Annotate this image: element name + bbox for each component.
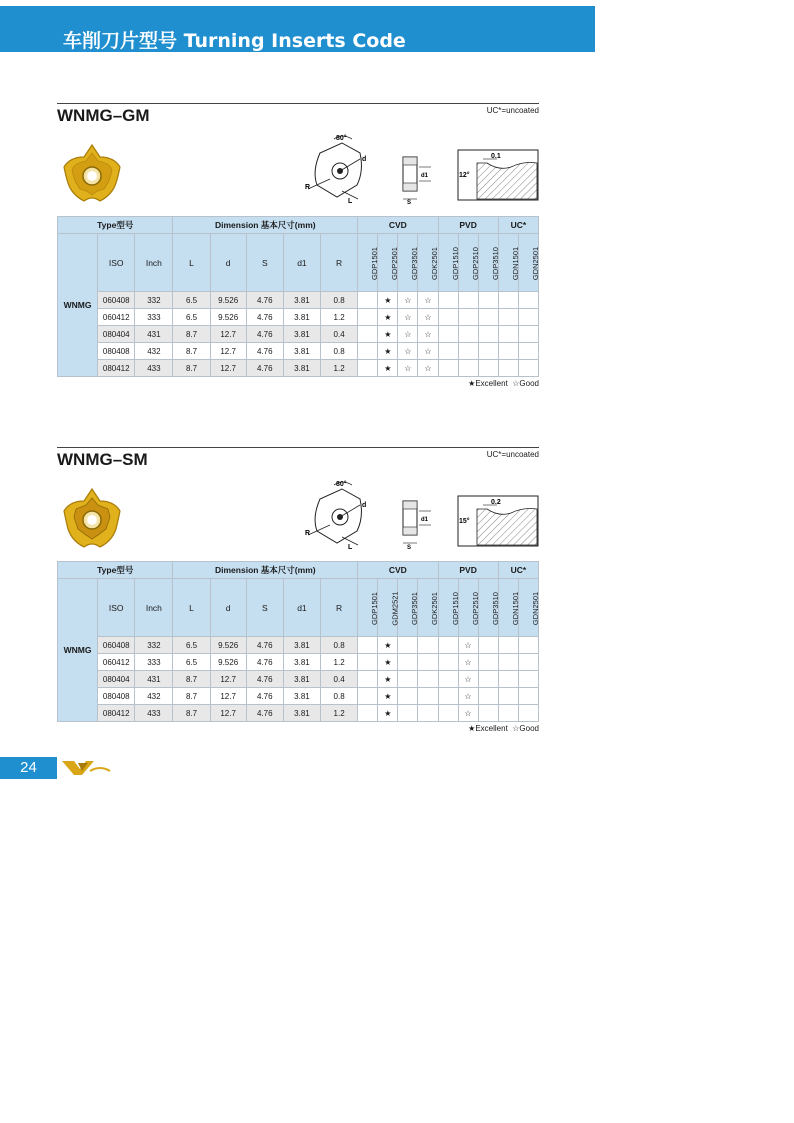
grade-mark (438, 705, 458, 722)
table-row (58, 292, 539, 309)
pvd-header: PVD (438, 217, 498, 234)
d1-cell: 3.81 (283, 309, 320, 326)
r-cell: 0.8 (321, 688, 358, 705)
edge-angle-label: 15° (459, 518, 470, 525)
s-cell: 4.76 (246, 343, 283, 360)
grade-mark (478, 654, 498, 671)
grade-mark (358, 360, 378, 377)
thickness-diagram (397, 153, 437, 205)
insert-dimension-diagram (302, 479, 372, 551)
table-row (58, 688, 539, 705)
grade-mark (358, 654, 378, 671)
section-divider (57, 103, 539, 104)
grade-mark (458, 292, 478, 309)
table-row (58, 343, 539, 360)
l-cell: 8.7 (173, 343, 210, 360)
grade-name: GDP2510 (470, 591, 480, 625)
grade-mark: ☆ (398, 326, 418, 343)
grade-mark (498, 292, 518, 309)
grade-mark (518, 309, 538, 326)
grade-header (438, 579, 458, 637)
r-cell: 0.4 (321, 671, 358, 688)
d1-cell: 3.81 (283, 637, 320, 654)
iso-cell: 060412 (98, 309, 135, 326)
grade-mark (478, 292, 498, 309)
grade-header (478, 579, 498, 637)
grade-mark (418, 688, 438, 705)
iso-cell: 080408 (98, 343, 135, 360)
grade-mark: ☆ (398, 360, 418, 377)
grade-mark: ☆ (418, 326, 438, 343)
grade-name: GDN2501 (531, 246, 541, 280)
d-cell: 12.7 (210, 326, 246, 343)
d1-cell: 3.81 (283, 671, 320, 688)
grade-mark (458, 326, 478, 343)
inch-cell: 332 (135, 637, 173, 654)
grade-mark (438, 688, 458, 705)
d-cell: 9.526 (210, 292, 246, 309)
uncoated-note: UC*=uncoated (486, 106, 539, 115)
grade-mark (358, 705, 378, 722)
d1-label: d1 (421, 173, 429, 179)
d-cell: 12.7 (210, 360, 246, 377)
grade-name: GDN2501 (531, 591, 541, 625)
grade-name: GDP2501 (390, 246, 400, 280)
grade-mark: ☆ (398, 292, 418, 309)
grade-mark: ☆ (458, 654, 478, 671)
section-divider (57, 447, 539, 448)
insert-dimension-diagram (302, 133, 372, 205)
r-label: R (305, 530, 311, 537)
grade-name: GDP1501 (370, 591, 380, 625)
d1-cell: 3.81 (283, 688, 320, 705)
grade-name: GDP3510 (490, 246, 500, 280)
brand-logo (60, 757, 112, 779)
type-cell: WNMG (58, 234, 98, 377)
grade-name: GDP1510 (450, 246, 460, 280)
iso-cell: 080404 (98, 326, 135, 343)
inch-cell: 332 (135, 292, 173, 309)
grade-mark (438, 360, 458, 377)
col-header: S (246, 234, 283, 292)
l-cell: 6.5 (173, 637, 210, 654)
l-cell: 8.7 (173, 705, 210, 722)
table-row (58, 360, 539, 377)
grade-mark (498, 326, 518, 343)
cvd-header: CVD (358, 217, 438, 234)
grade-mark (498, 637, 518, 654)
col-header: Inch (135, 579, 173, 637)
grade-mark (358, 671, 378, 688)
grade-mark (518, 292, 538, 309)
section-title: WNMG–GM (57, 106, 150, 125)
grade-mark (438, 637, 458, 654)
grade-mark (518, 343, 538, 360)
grade-mark (438, 292, 458, 309)
legend-excellent: ★Excellent (468, 724, 508, 733)
grade-mark: ☆ (458, 705, 478, 722)
r-cell: 1.2 (321, 705, 358, 722)
grade-mark: ☆ (458, 637, 478, 654)
grade-mark (458, 360, 478, 377)
grade-mark: ☆ (458, 688, 478, 705)
grade-header (358, 579, 378, 637)
d1-cell: 3.81 (283, 705, 320, 722)
d1-cell: 3.81 (283, 292, 320, 309)
grade-name: GDM2521 (390, 590, 400, 626)
grade-mark: ★ (378, 343, 398, 360)
grade-mark: ★ (378, 705, 398, 722)
grade-mark (438, 309, 458, 326)
grade-mark: ☆ (418, 292, 438, 309)
d-cell: 9.526 (210, 654, 246, 671)
r-cell: 0.8 (321, 292, 358, 309)
grade-mark (518, 326, 538, 343)
grade-mark (478, 309, 498, 326)
s-cell: 4.76 (246, 309, 283, 326)
grade-mark (518, 705, 538, 722)
grade-header (498, 234, 518, 292)
dimension-header: Dimension 基本尺寸(mm) (173, 562, 358, 579)
grade-mark: ☆ (398, 309, 418, 326)
grade-name: GDP2510 (470, 246, 480, 280)
l-cell: 8.7 (173, 326, 210, 343)
grade-name: GDP1510 (450, 591, 460, 625)
grade-mark: ★ (378, 671, 398, 688)
grade-name: GDK2501 (430, 246, 440, 280)
page-number: 24 (0, 757, 57, 779)
uncoated-note: UC*=uncoated (486, 450, 539, 459)
s-cell: 4.76 (246, 326, 283, 343)
dimension-header: Dimension 基本尺寸(mm) (173, 217, 358, 234)
uc-header: UC* (498, 217, 538, 234)
grade-header (398, 579, 418, 637)
legend (468, 379, 539, 388)
d-cell: 12.7 (210, 688, 246, 705)
l-cell: 6.5 (173, 309, 210, 326)
d-cell: 12.7 (210, 343, 246, 360)
grade-header (418, 579, 438, 637)
grade-mark: ★ (378, 654, 398, 671)
grade-mark: ★ (378, 309, 398, 326)
grade-name: GDK2501 (430, 591, 440, 625)
angle-label: 80° (336, 135, 347, 142)
grade-mark (358, 292, 378, 309)
grade-mark: ★ (378, 360, 398, 377)
grade-header (518, 234, 541, 292)
iso-cell: 080412 (98, 705, 135, 722)
grade-mark (458, 343, 478, 360)
grade-name: GDN1501 (510, 591, 520, 625)
grade-mark (358, 343, 378, 360)
grade-mark: ☆ (418, 360, 438, 377)
grade-mark (478, 326, 498, 343)
grade-mark (398, 705, 418, 722)
grade-mark (518, 654, 538, 671)
col-header: ISO (98, 234, 135, 292)
grade-mark: ☆ (458, 671, 478, 688)
grade-mark (478, 360, 498, 377)
s-cell: 4.76 (246, 292, 283, 309)
grade-name: GDP3501 (410, 246, 420, 280)
s-cell: 4.76 (246, 688, 283, 705)
iso-cell: 060408 (98, 292, 135, 309)
d1-label: d1 (421, 517, 429, 523)
d-label: d (362, 156, 367, 163)
inch-cell: 431 (135, 326, 173, 343)
grade-header (358, 234, 378, 292)
section-wnmg-gm (57, 103, 539, 393)
grade-header (418, 234, 438, 292)
l-label: L (348, 198, 353, 205)
legend (468, 724, 539, 733)
grade-mark (498, 654, 518, 671)
grade-name: GDP3510 (490, 591, 500, 625)
l-cell: 8.7 (173, 688, 210, 705)
l-cell: 6.5 (173, 292, 210, 309)
s-cell: 4.76 (246, 671, 283, 688)
grade-mark: ☆ (418, 309, 438, 326)
grade-mark (498, 360, 518, 377)
r-cell: 1.2 (321, 654, 358, 671)
l-cell: 8.7 (173, 671, 210, 688)
angle-label: 80° (336, 481, 347, 488)
d1-cell: 3.81 (283, 343, 320, 360)
col-header: d1 (283, 579, 320, 637)
table-row (58, 705, 539, 722)
grade-mark (498, 343, 518, 360)
d1-cell: 3.81 (283, 326, 320, 343)
edge-width-label: 0.2 (491, 499, 501, 506)
grade-mark (398, 671, 418, 688)
inch-cell: 431 (135, 671, 173, 688)
page-header (0, 6, 595, 52)
grade-mark (358, 326, 378, 343)
grade-header (438, 234, 458, 292)
d-cell: 12.7 (210, 705, 246, 722)
grade-mark (418, 671, 438, 688)
iso-cell: 080412 (98, 360, 135, 377)
inch-cell: 333 (135, 654, 173, 671)
spec-table (57, 561, 539, 722)
thickness-diagram (397, 497, 437, 551)
grade-mark (498, 705, 518, 722)
grade-header (478, 234, 498, 292)
d-cell: 9.526 (210, 309, 246, 326)
l-label: L (348, 544, 353, 551)
type-header: Type型号 (58, 217, 173, 234)
type-cell: WNMG (58, 579, 98, 722)
r-label: R (305, 184, 311, 191)
inch-cell: 433 (135, 705, 173, 722)
grade-mark (478, 688, 498, 705)
grade-mark (518, 671, 538, 688)
inch-cell: 333 (135, 309, 173, 326)
l-cell: 6.5 (173, 654, 210, 671)
grade-mark (498, 671, 518, 688)
grade-mark (438, 671, 458, 688)
grade-header (458, 579, 478, 637)
grade-header (518, 579, 541, 637)
grade-mark (398, 637, 418, 654)
grade-mark (478, 705, 498, 722)
r-cell: 1.2 (321, 309, 358, 326)
legend-excellent: ★Excellent (468, 379, 508, 388)
page-title: 车削刀片型号 Turning Inserts Code (63, 30, 406, 52)
grade-mark (438, 654, 458, 671)
grade-header (378, 579, 398, 637)
s-label: S (407, 545, 412, 551)
edge-width-label: 0.1 (491, 153, 501, 160)
s-label: S (407, 200, 412, 205)
col-header: Inch (135, 234, 173, 292)
s-cell: 4.76 (246, 637, 283, 654)
inch-cell: 432 (135, 343, 173, 360)
grade-mark: ☆ (398, 343, 418, 360)
grade-mark (478, 637, 498, 654)
iso-cell: 080408 (98, 688, 135, 705)
edge-angle-label: 12° (459, 172, 470, 179)
grade-mark: ★ (378, 326, 398, 343)
r-cell: 0.8 (321, 637, 358, 654)
s-cell: 4.76 (246, 360, 283, 377)
col-header: ISO (98, 579, 135, 637)
grade-mark (518, 637, 538, 654)
spec-table (57, 216, 539, 377)
type-header: Type型号 (58, 562, 173, 579)
d-label: d (362, 502, 367, 509)
section-wnmg-sm (57, 447, 539, 737)
grade-name: GDP1501 (370, 246, 380, 280)
table-row (58, 671, 539, 688)
r-cell: 0.4 (321, 326, 358, 343)
table-row (58, 309, 539, 326)
col-header: S (246, 579, 283, 637)
s-cell: 4.76 (246, 654, 283, 671)
grade-mark (478, 671, 498, 688)
legend-good: ☆Good (512, 379, 539, 388)
grade-mark (518, 360, 538, 377)
grade-mark (358, 688, 378, 705)
edge-profile-diagram (457, 149, 539, 201)
grade-mark (418, 654, 438, 671)
grade-mark (398, 688, 418, 705)
grade-header (458, 234, 478, 292)
grade-mark (358, 309, 378, 326)
grade-mark (438, 343, 458, 360)
r-cell: 0.8 (321, 343, 358, 360)
iso-cell: 060412 (98, 654, 135, 671)
col-header: d1 (283, 234, 320, 292)
insert-image (60, 143, 124, 205)
col-header: L (173, 234, 210, 292)
grade-mark: ★ (378, 688, 398, 705)
grade-mark: ☆ (418, 343, 438, 360)
iso-cell: 060408 (98, 637, 135, 654)
grade-mark (418, 705, 438, 722)
legend-good: ☆Good (512, 724, 539, 733)
table-row (58, 654, 539, 671)
grade-name: GDP3501 (410, 591, 420, 625)
grade-mark (398, 654, 418, 671)
grade-mark (418, 637, 438, 654)
pvd-header: PVD (438, 562, 498, 579)
grade-header (498, 579, 518, 637)
col-header: L (173, 579, 210, 637)
grade-name: GDN1501 (510, 246, 520, 280)
r-cell: 1.2 (321, 360, 358, 377)
grade-header (378, 234, 398, 292)
table-row (58, 637, 539, 654)
grade-mark (358, 637, 378, 654)
grade-mark: ★ (378, 637, 398, 654)
inch-cell: 432 (135, 688, 173, 705)
grade-mark (478, 343, 498, 360)
d1-cell: 3.81 (283, 360, 320, 377)
s-cell: 4.76 (246, 705, 283, 722)
col-header: R (321, 234, 358, 292)
grade-mark: ★ (378, 292, 398, 309)
inch-cell: 433 (135, 360, 173, 377)
insert-image (60, 487, 124, 551)
l-cell: 8.7 (173, 360, 210, 377)
col-header: d (210, 234, 246, 292)
grade-mark (498, 309, 518, 326)
iso-cell: 080404 (98, 671, 135, 688)
section-title: WNMG–SM (57, 450, 148, 469)
edge-profile-diagram (457, 495, 539, 547)
d-cell: 12.7 (210, 671, 246, 688)
grade-mark (518, 688, 538, 705)
grade-mark (438, 326, 458, 343)
grade-header (398, 234, 418, 292)
col-header: d (210, 579, 246, 637)
uc-header: UC* (498, 562, 538, 579)
table-row (58, 326, 539, 343)
cvd-header: CVD (358, 562, 438, 579)
d1-cell: 3.81 (283, 654, 320, 671)
grade-mark (498, 688, 518, 705)
col-header: R (321, 579, 358, 637)
grade-mark (458, 309, 478, 326)
d-cell: 9.526 (210, 637, 246, 654)
